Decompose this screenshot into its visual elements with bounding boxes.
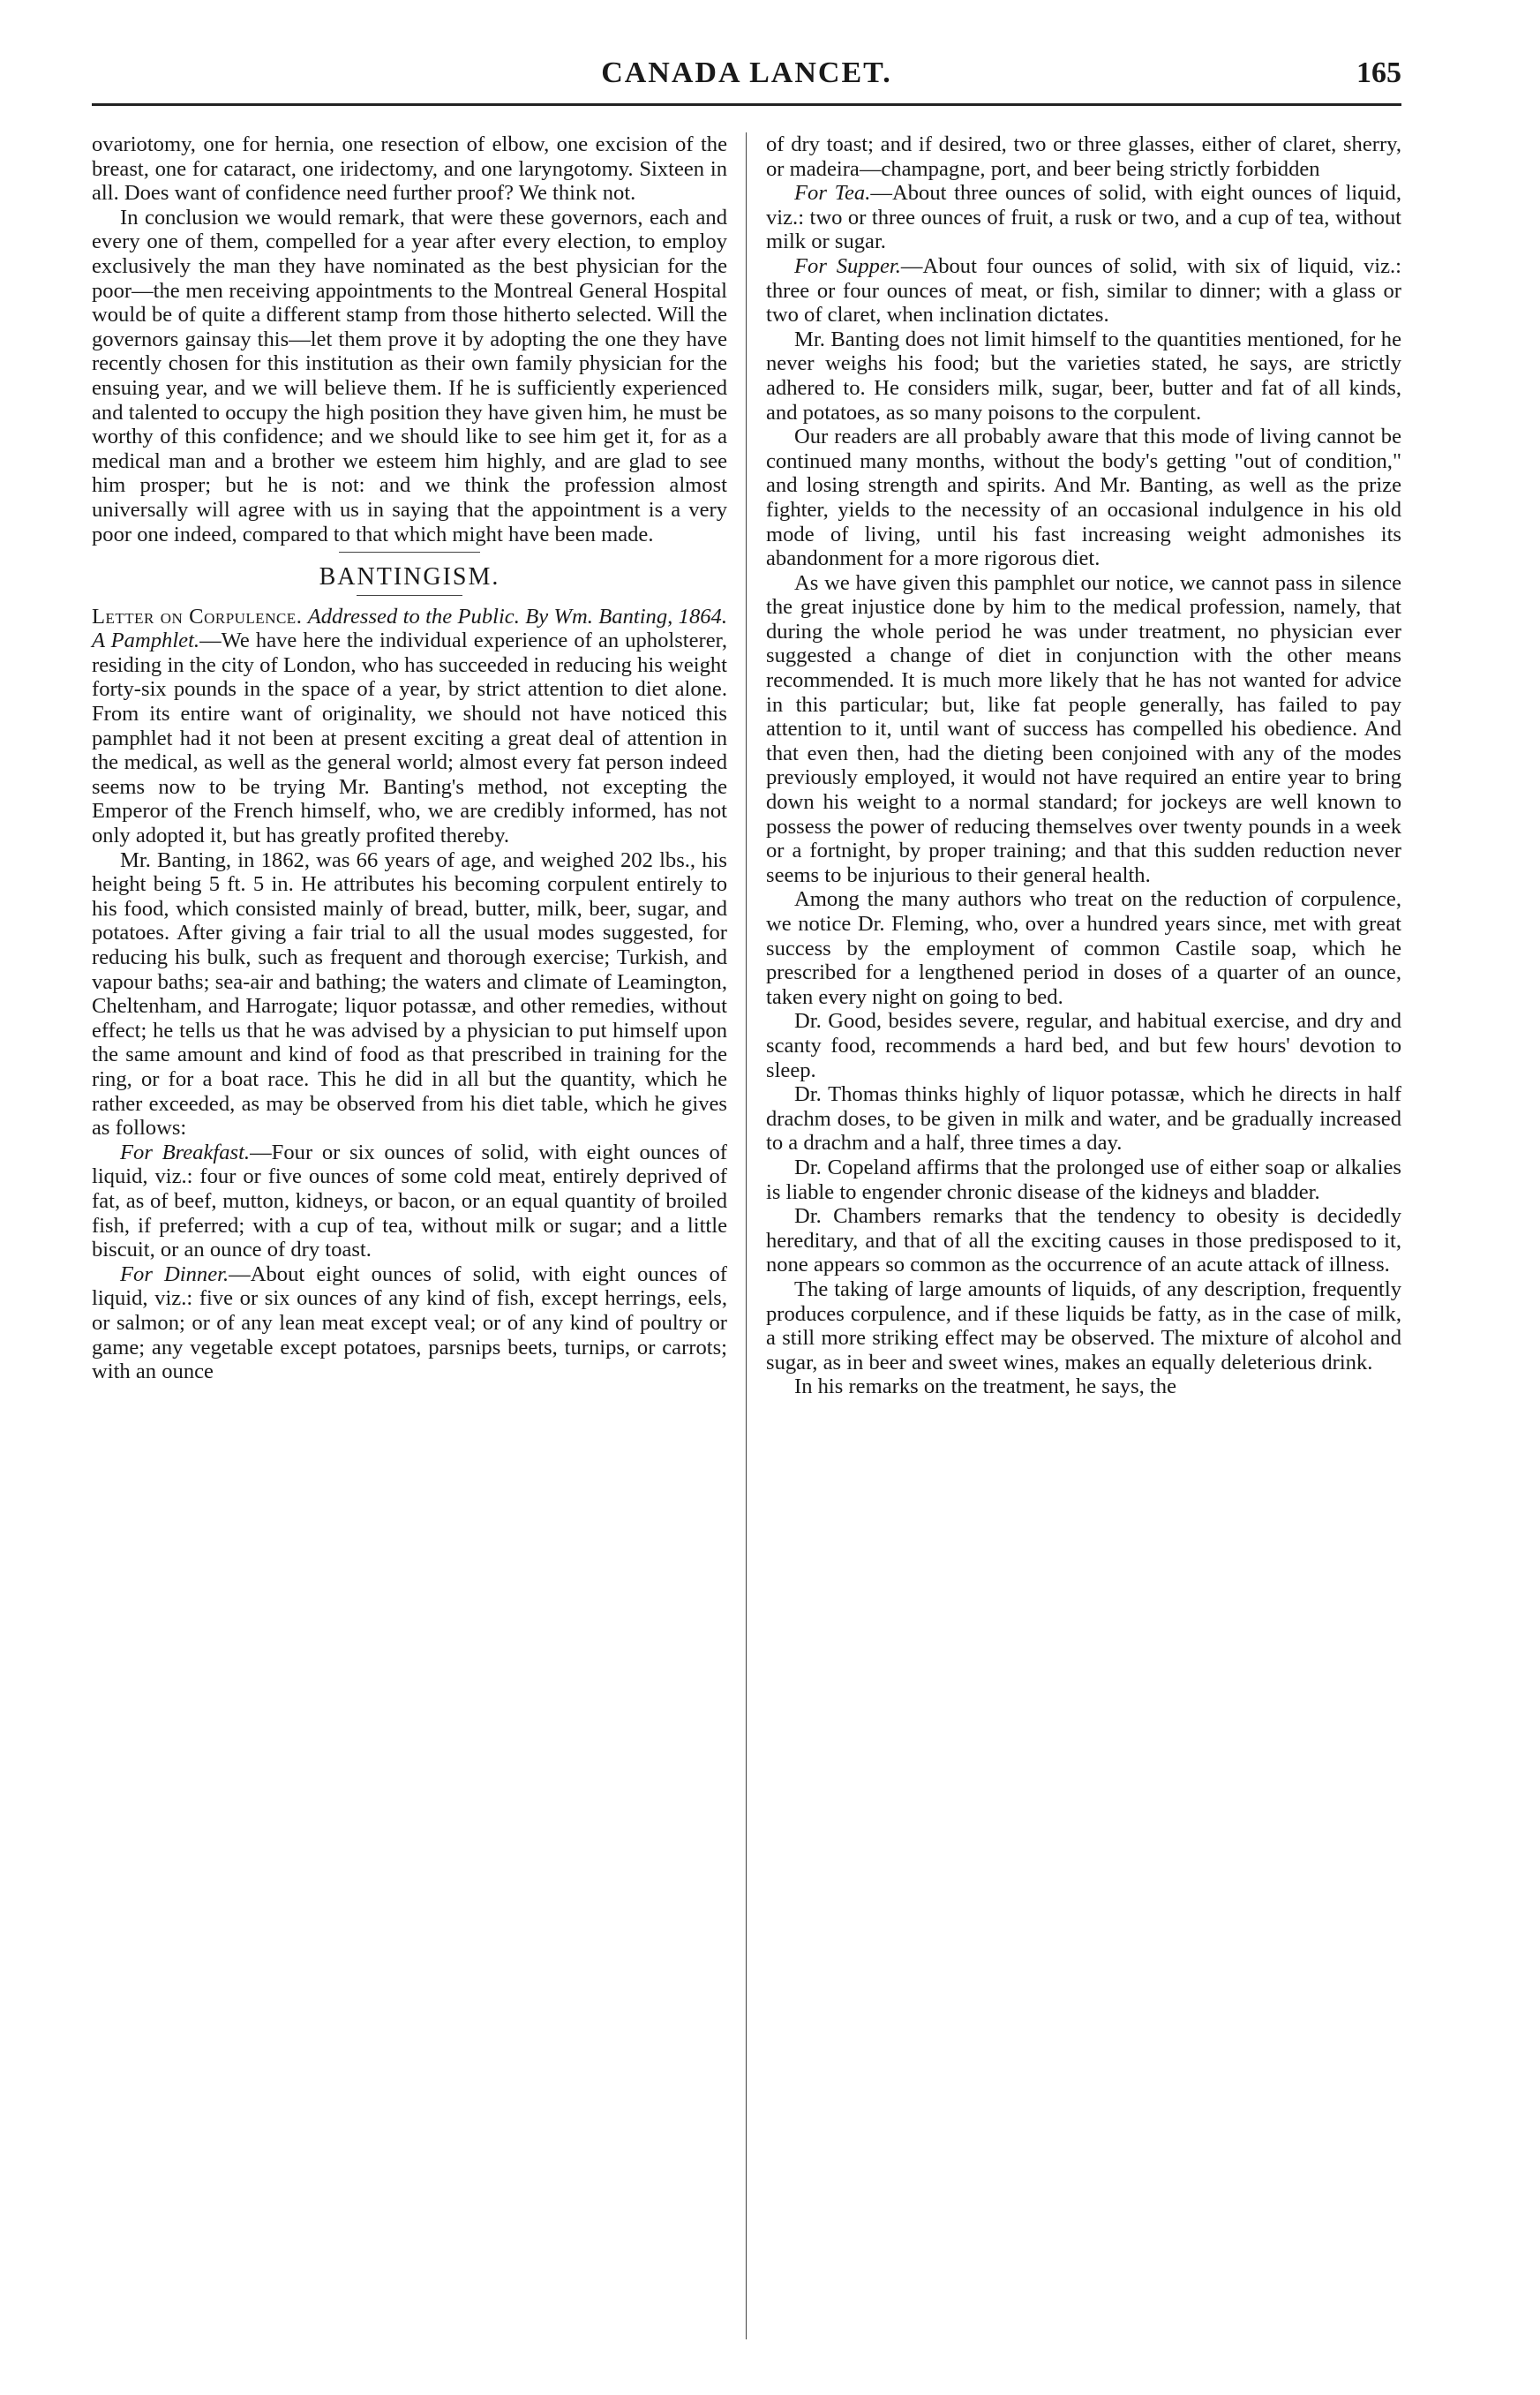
running-title: CANADA LANCET. bbox=[601, 56, 892, 89]
diet-paragraph bbox=[766, 254, 1401, 328]
divider bbox=[357, 595, 462, 596]
review-text: —We have here the individual experience of an upholsterer, residing in the city of London, who has succeeded in reducing his weight forty-six pounds in the space of a year, by strict attention to diet alone. From its entire want of originality, we should not have noticed this pamphlet had it not been at present exciting a great deal of attention in the medical, as well as the general world; almost every fat person indeed seems now to be trying Mr. Banting's method, not excepting the Emperor of the French himself, who, we are credibly informed, has not only adopted it, but has greatly profited thereby. bbox=[92, 629, 727, 848]
text-columns bbox=[92, 132, 1401, 2339]
paragraph: In his remarks on the treatment, he says, the bbox=[794, 1374, 1176, 1399]
diet-label: For Tea. bbox=[794, 181, 871, 206]
paragraph: As we have given this pamphlet our notice, we cannot pass in silence the great injustice done by him to the medical profession, namely, that during the whole period he was under treatment, no physician ever suggested a change of diet in conjunction with the other means recommended. It is much more likely that he has not wanted for advice in this particular; but, like fat people generally, has failed to pay attention to it, until want of success has compelled his obedience. And that even then, had the dieting been conjoined with any of the modes previously employed, it would not have required an entire year to bring down his weight to a normal standard; for jockeys are well known to possess the power of reducing themselves over twenty pounds in a week or a fortnight, by proper training; and that this sudden reduction never seems to be injurious to their general health. bbox=[766, 570, 1401, 887]
diet-text: —Four or six ounces of solid, with eight ounces of liquid, viz.: four or five ounces of some cold meat, entirely deprived of fat, as of beef, mutton, kidneys, or bacon, or an equal quantity of broiled fish, if preferred; with a cup of tea, without milk or sugar; and a little biscuit, or an ounce of dry toast. bbox=[92, 1140, 727, 1262]
paragraph: Dr. Chambers remarks that the tendency to obesity is decidedly hereditary, and that of all the exciting causes in those predisposed to it, none appears so common as the occurrence of an acute attack of illness. bbox=[766, 1204, 1401, 1277]
diet-paragraph bbox=[766, 181, 1401, 254]
running-header bbox=[92, 53, 1401, 106]
review-lead: Letter on Corpulence. bbox=[92, 604, 303, 629]
diet-label: For Dinner. bbox=[120, 1262, 229, 1286]
paragraph: Dr. Copeland affirms that the prolonged use of either soap or alkalies is liable to engender chronic disease of the kidneys and bladder. bbox=[766, 1155, 1401, 1204]
paragraph: Mr. Banting does not limit himself to the quantities mentioned, for he never weighs his food; but the varieties stated, he says, are strictly adhered to. He considers milk, sugar, beer, butter and fat of all kinds, and potatoes, as so many poisons to the corpulent. bbox=[766, 327, 1401, 425]
page-number: 165 bbox=[1356, 56, 1401, 89]
paragraph: Dr. Thomas thinks highly of liquor potassæ, which he directs in half drachm doses, to be given in milk and water, and be gradually increased to a drachm and a half, three times a day. bbox=[766, 1082, 1401, 1156]
paragraph: In conclusion we would remark, that were these governors, each and every one of them, compelled for a year after every election, to employ exclusively the man they have nominated as the best physician for the poor—the men receiving appointments to the Montreal General Hospital would be of quite a different stamp from those hitherto selected. Will the governors gainsay this—let them prove it by adopting the one they have recently chosen for this institution as their own family physician for the ensuing year, and we will believe them. If he is sufficiently experienced and talented to occupy the high position they have given him, he must be worthy of this confidence; and we should like to see him get it, for as a medical man and a brother we esteem him highly, and are glad to see him prosper; but he is not: and we think the profession almost universally will agree with us in saying that the appointment is a very poor one indeed, compared to that which might have been made. bbox=[92, 205, 727, 546]
page bbox=[92, 53, 1401, 2348]
paragraph: ovariotomy, one for hernia, one resection of elbow, one excision of the breast, one for cataract, one iridectomy, and one laryngotomy. Sixteen in all. Does want of confidence need further proof? We think not. bbox=[92, 132, 727, 206]
column-rule bbox=[746, 132, 747, 2339]
paragraph: Among the many authors who treat on the reduction of corpulence, we notice Dr. Fleming, who, over a hundred years since, met with great success by the employment of common Castile soap, which he prescribed for a lengthened period in doses of a quarter of an ounce, taken every night on going to bed. bbox=[766, 887, 1401, 1009]
diet-label: For Breakfast. bbox=[120, 1140, 251, 1164]
paragraph: Dr. Good, besides severe, regular, and habitual exercise, and dry and scanty food, recommends a hard bed, and but few hours' devotion to sleep. bbox=[766, 1009, 1401, 1082]
diet-text: —About four ounces of solid, with six of liquid, viz.: three or four ounces of meat, or fish, similar to dinner; with a glass or two of claret, when inclination dictates. bbox=[766, 253, 1401, 328]
left-column bbox=[92, 132, 727, 1384]
right-column bbox=[766, 132, 1401, 1399]
review-citation: Addressed to the Public. By Wm. Banting, 1864. A Pamphlet. bbox=[92, 604, 727, 653]
paragraph: Mr. Banting, in 1862, was 66 years of age, and weighed 202 lbs., his height being 5 ft. 5 in. He attributes his becoming corpulent entirely to his food, which consisted mainly of bread, butter, milk, beer, sugar, and potatoes. After giving a fair trial to all the usual modes suggested, for reducing his bulk, such as frequent and thorough exercise; Turkish, and vapour baths; sea-air and bathing; the waters and climate of Leamington, Cheltenham, and Harrogate; liquor potassæ, and other remedies, without effect; he tells us that he was advised by a physician to put himself upon the same amount and kind of food as that prescribed in training for the ring, or for a boat race. This he did in all but the quantity, which he rather exceeded, as may be observed from his diet table, which he gives as follows: bbox=[92, 847, 727, 1141]
diet-label: For Supper. bbox=[794, 253, 901, 278]
diet-paragraph bbox=[92, 1141, 727, 1262]
diet-paragraph bbox=[92, 1262, 727, 1384]
paragraph: The taking of large amounts of liquids, of any description, frequently produces corpulence, and if these liquids be fatty, as in the case of milk, a still more striking effect may be observed. The mixture of alcohol and sugar, as in beer and sweet wines, makes an equally deleterious drink. bbox=[766, 1277, 1401, 1374]
diet-text: —About eight ounces of solid, with eight ounces of liquid, viz.: five or six ounces of any kind of fish, except herrings, eels, or salmon; or of any lean meat except veal; or of any kind of poultry or game; any vegetable except potatoes, parsnips beets, turnips, or carrots; with an ounce bbox=[92, 1262, 727, 1384]
review-paragraph bbox=[92, 605, 727, 848]
paragraph: of dry toast; and if desired, two or three glasses, either of claret, sherry, or madeira—champagne, port, and beer being strictly forbidden bbox=[766, 132, 1401, 181]
paragraph: Our readers are all probably aware that this mode of living cannot be continued many months, without the body's getting "out of condition," and losing strength and spirits. And Mr. Banting, as well as the prize fighter, yields to the necessity of an occasional indulgence in his old mode of living, until his fast increasing weight admonishes its abandonment for a more rigorous diet. bbox=[766, 425, 1401, 571]
section-title: BANTINGISM. bbox=[319, 563, 500, 591]
diet-text: —About three ounces of solid, with eight ounces of liquid, viz.: two or three ounces of fruit, a rusk or two, and a cup of tea, without milk or sugar. bbox=[766, 181, 1401, 254]
divider bbox=[339, 552, 480, 553]
